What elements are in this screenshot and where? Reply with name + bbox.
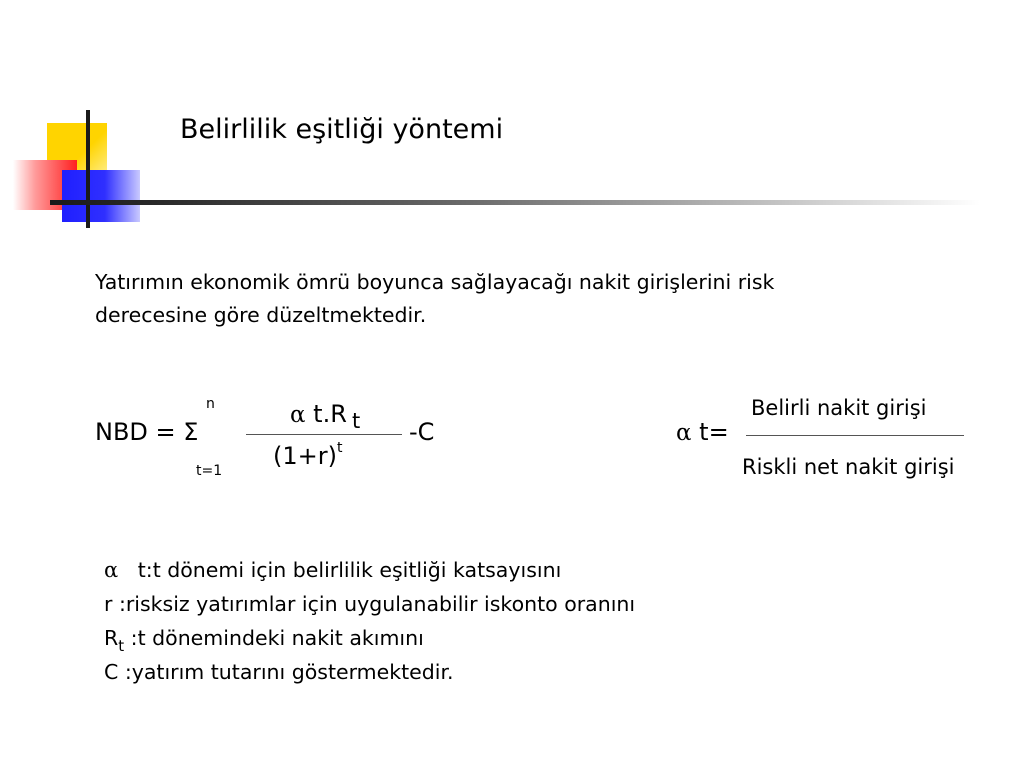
alpha-numerator: Belirli nakit girişi bbox=[751, 396, 927, 420]
nbd-lhs: NBD = Σ bbox=[95, 418, 199, 446]
logo-blue-square bbox=[62, 170, 140, 222]
nbd-denominator bbox=[273, 442, 342, 470]
alpha-symbol: α bbox=[290, 402, 306, 428]
numerator-subscript: t bbox=[351, 409, 361, 433]
title-underline-rule bbox=[50, 200, 980, 205]
legend-line-2: r :risksiz yatırımlar için uygulanabilir iskonto oranını bbox=[104, 592, 636, 616]
alpha-denominator: Riskli net nakit girişi bbox=[742, 455, 955, 479]
denominator-superscript: t bbox=[336, 440, 343, 456]
slide-title: Belirlilik eşitliği yöntemi bbox=[180, 114, 504, 145]
intro-paragraph bbox=[95, 266, 774, 332]
legend-r-subscript: t bbox=[118, 637, 125, 655]
legend-line-4: C :yatırım tutarını göstermektedir. bbox=[104, 660, 454, 684]
alpha-symbol: α bbox=[104, 558, 119, 582]
legend-r-symbol: R bbox=[104, 626, 119, 650]
alpha-lhs-text: t= bbox=[691, 418, 729, 446]
legend-line-3-text: :t dönemindeki nakit akımını bbox=[130, 626, 424, 650]
legend-line-3 bbox=[104, 621, 635, 655]
logo-vertical-rule bbox=[86, 110, 90, 228]
nbd-fraction-line bbox=[246, 434, 402, 435]
numerator-text: t.R bbox=[305, 400, 347, 428]
denominator-text: (1+r) bbox=[273, 442, 337, 470]
intro-line-1: Yatırımın ekonomik ömrü boyunca sağlayacağı nakit girişlerini risk bbox=[95, 270, 775, 294]
legend-line-1-text: t:t dönemi için belirlilik eşitliği katsayısını bbox=[137, 558, 562, 582]
minus-c: -C bbox=[409, 418, 435, 446]
intro-line-2: derecesine göre düzeltmektedir. bbox=[95, 303, 427, 327]
alpha-symbol: α bbox=[676, 420, 692, 446]
nbd-numerator bbox=[290, 400, 361, 433]
alpha-formula-lhs bbox=[676, 418, 729, 446]
sum-lower-limit: t=1 bbox=[196, 463, 223, 479]
legend-line-1 bbox=[104, 553, 635, 587]
sum-upper-limit: n bbox=[206, 396, 215, 412]
variable-legend bbox=[104, 553, 635, 689]
alpha-fraction-line bbox=[746, 435, 964, 436]
